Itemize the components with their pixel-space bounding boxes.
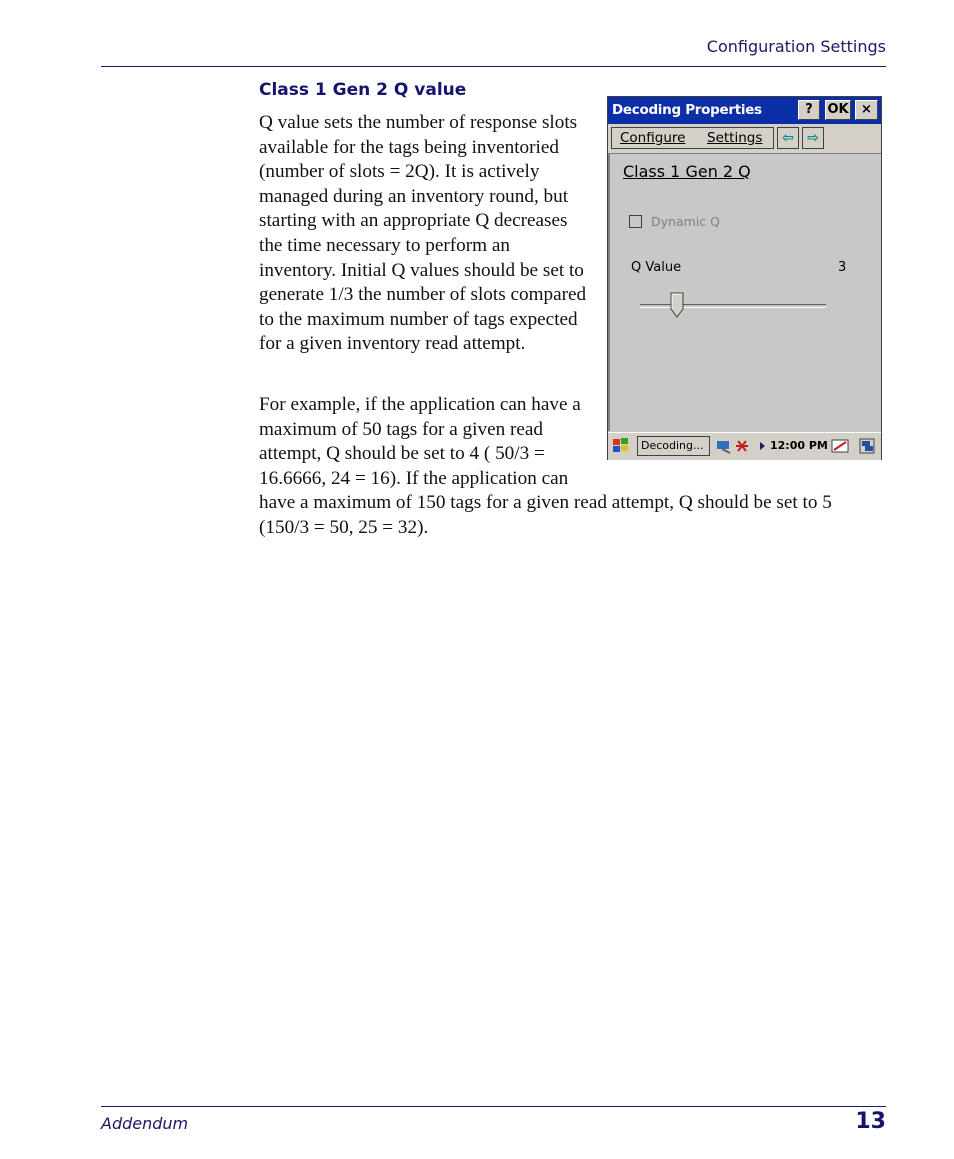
menu-configure[interactable]: Configure xyxy=(620,130,686,146)
taskbar-clock: 12:00 PM xyxy=(770,439,828,452)
forward-arrow-icon: ⇨ xyxy=(807,130,819,146)
page-number: 13 xyxy=(855,1109,886,1134)
q-value-slider-track[interactable] xyxy=(640,304,826,308)
dialog-content xyxy=(608,154,881,431)
paragraph-example-part2: have a maximum of 150 tags for a given read attempt, Q should be set to 5 (150/3 = 50, 25 = 32). xyxy=(259,492,832,538)
section-heading: Class 1 Gen 2 Q value xyxy=(259,80,467,100)
header-rule xyxy=(101,66,886,67)
class-gen2-title: Class 1 Gen 2 Q xyxy=(623,162,751,181)
dynamic-q-label: Dynamic Q xyxy=(651,214,720,229)
q-value-readout: 3 xyxy=(838,260,847,275)
q-value-slider-thumb[interactable] xyxy=(670,292,684,318)
menu-settings[interactable]: Settings xyxy=(707,130,763,146)
header-title: Configuration Settings xyxy=(706,37,886,56)
dialog-titlebar xyxy=(608,97,881,124)
dynamic-q-checkbox[interactable] xyxy=(629,215,642,228)
back-arrow-icon: ⇦ xyxy=(782,130,794,146)
help-button[interactable]: ? xyxy=(798,100,820,120)
dialog-title: Decoding Properties xyxy=(612,102,762,118)
tray-network-icons[interactable] xyxy=(716,437,768,455)
menu-bar xyxy=(608,124,881,154)
taskbar-decoding-button[interactable]: Decoding... xyxy=(637,436,710,456)
paragraph-example-part1: For example, if the application can have a maximum of 50 tags for a given read attempt, Q should be set to 4 ( 50/3 = 16.6666, 24 = 16). If the application can xyxy=(259,394,581,489)
taskbar xyxy=(608,432,881,460)
ok-button[interactable]: OK xyxy=(825,100,851,120)
paragraph-q-value-description: Q value sets the number of response slots available for the tags being inventoried (number of slots = 2Q). It is actively managed during an inventory round, but starting with an appropriate Q decreases the time necessary to perform an inventory. Initial Q values should be set to generate 1/3 the number of slots compared to the maximum number of tags expected for a given inventory read attempt. xyxy=(259,112,587,355)
footer-label: Addendum xyxy=(101,1114,189,1133)
menu-group xyxy=(611,127,774,149)
start-windows-icon[interactable] xyxy=(611,436,631,456)
tray-keyboard-icon[interactable] xyxy=(830,436,878,456)
forward-arrow-button[interactable] xyxy=(802,127,824,149)
back-arrow-button[interactable] xyxy=(777,127,799,149)
footer-rule xyxy=(101,1106,886,1107)
device-screenshot xyxy=(607,96,882,460)
close-button[interactable]: × xyxy=(855,100,878,120)
q-value-label: Q Value xyxy=(631,260,682,275)
